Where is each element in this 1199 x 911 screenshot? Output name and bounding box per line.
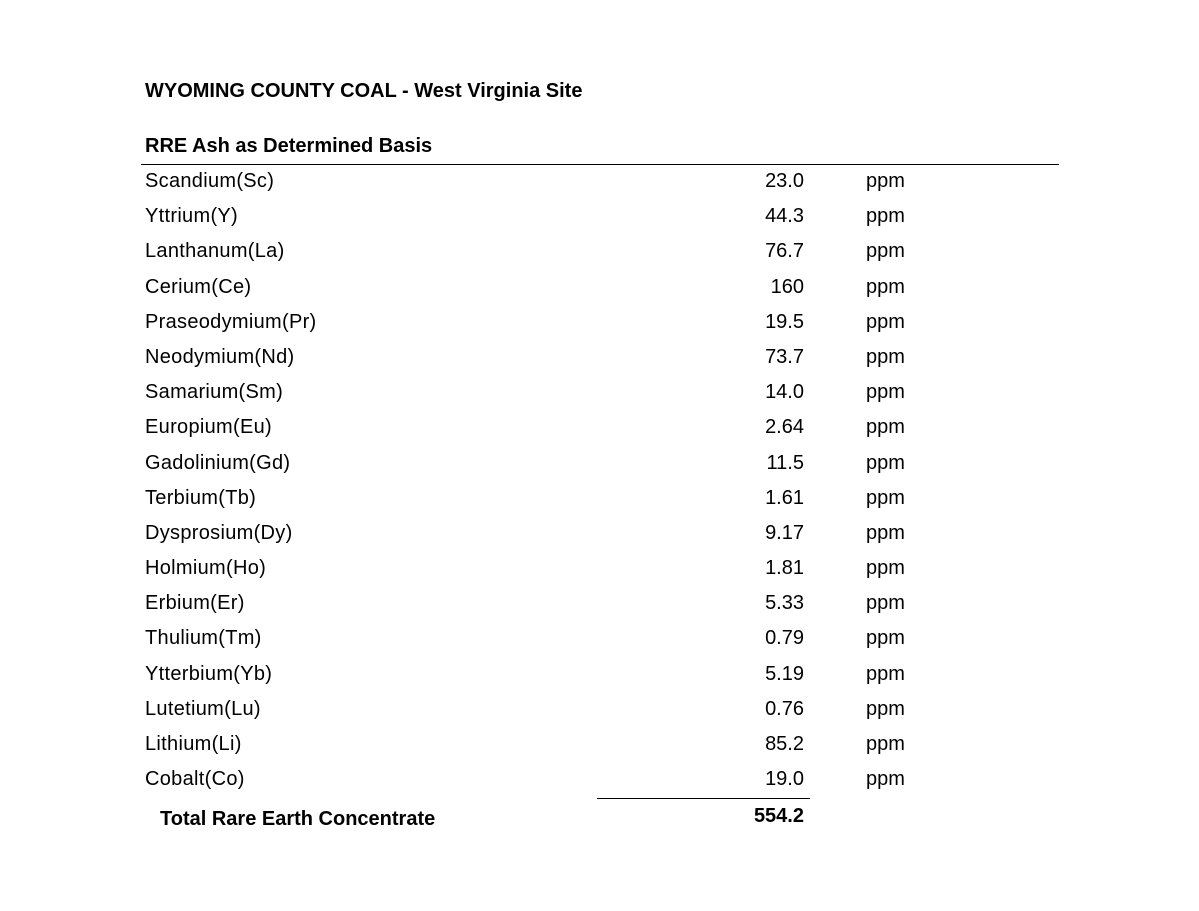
element-name: Praseodymium(Pr) (145, 310, 317, 333)
element-name: Gadolinium(Gd) (145, 451, 291, 474)
element-name: Scandium(Sc) (145, 170, 275, 192)
element-name: Holmium(Ho) (145, 557, 267, 580)
table-row (0, 412, 1199, 447)
table-row (0, 729, 1199, 764)
table-row (0, 553, 1199, 588)
element-unit: ppm (866, 697, 905, 720)
element-unit: ppm (866, 521, 905, 544)
table-row (0, 307, 1199, 342)
element-value: 19.0 (765, 768, 804, 791)
element-unit: ppm (866, 170, 905, 192)
element-unit: ppm (866, 662, 905, 685)
element-table (0, 166, 1199, 799)
element-name: Thulium(Tm) (145, 627, 262, 650)
element-value: 5.19 (765, 662, 804, 685)
table-row (0, 201, 1199, 236)
element-value: 9.17 (765, 521, 804, 544)
element-value: 1.81 (765, 557, 804, 580)
element-name: Samarium(Sm) (145, 381, 284, 404)
element-value: 5.33 (765, 592, 804, 615)
table-row (0, 236, 1199, 271)
table-row (0, 623, 1199, 658)
table-row (0, 272, 1199, 307)
total-rule (597, 798, 810, 799)
table-row (0, 448, 1199, 483)
element-value: 160 (770, 275, 804, 298)
element-name: Neodymium(Nd) (145, 345, 295, 368)
element-value: 76.7 (765, 240, 804, 263)
element-name: Ytterbium(Yb) (145, 662, 273, 685)
element-unit: ppm (866, 557, 905, 580)
element-unit: ppm (866, 240, 905, 263)
table-row (0, 764, 1199, 799)
table-row (0, 588, 1199, 623)
element-value: 14.0 (765, 381, 804, 404)
element-unit: ppm (866, 451, 905, 474)
element-name: Dysprosium(Dy) (145, 521, 293, 544)
element-unit: ppm (866, 205, 905, 228)
element-name: Cerium(Ce) (145, 275, 252, 298)
table-row (0, 694, 1199, 729)
element-value: 1.61 (765, 486, 804, 509)
element-value: 85.2 (765, 733, 804, 755)
element-value: 44.3 (765, 205, 804, 228)
element-name: Terbium(Tb) (145, 486, 257, 509)
element-unit: ppm (866, 345, 905, 368)
header-rule (141, 164, 1059, 165)
total-value: 554.2 (753, 805, 804, 827)
section-header: RRE Ash as Determined Basis (145, 135, 433, 157)
element-value: 23.0 (765, 170, 804, 192)
element-unit: ppm (866, 486, 905, 509)
element-name: Lithium(Li) (145, 733, 242, 755)
element-unit: ppm (866, 768, 905, 791)
element-value: 11.5 (766, 451, 804, 474)
element-value: 2.64 (765, 416, 804, 439)
element-value: 0.76 (765, 697, 804, 720)
table-row (0, 659, 1199, 694)
table-row (0, 483, 1199, 518)
element-name: Lutetium(Lu) (145, 697, 261, 720)
element-name: Europium(Eu) (145, 416, 272, 439)
element-name: Cobalt(Co) (145, 768, 245, 791)
element-name: Lanthanum(La) (145, 240, 285, 263)
element-unit: ppm (866, 310, 905, 333)
table-row (0, 377, 1199, 412)
element-unit: ppm (866, 416, 905, 439)
total-label: Total Rare Earth Concentrate (160, 808, 436, 830)
element-unit: ppm (866, 627, 905, 650)
element-value: 0.79 (765, 627, 804, 650)
table-row (0, 342, 1199, 377)
element-name: Yttrium(Y) (145, 205, 238, 228)
document-title: WYOMING COUNTY COAL - West Virginia Site (145, 80, 583, 102)
element-value: 19.5 (765, 310, 804, 333)
element-unit: ppm (866, 381, 905, 404)
element-unit: ppm (866, 733, 905, 755)
table-row (0, 518, 1199, 553)
element-unit: ppm (866, 275, 905, 298)
element-value: 73.7 (765, 345, 804, 368)
element-unit: ppm (866, 592, 905, 615)
table-row (0, 166, 1199, 201)
element-name: Erbium(Er) (145, 592, 245, 615)
